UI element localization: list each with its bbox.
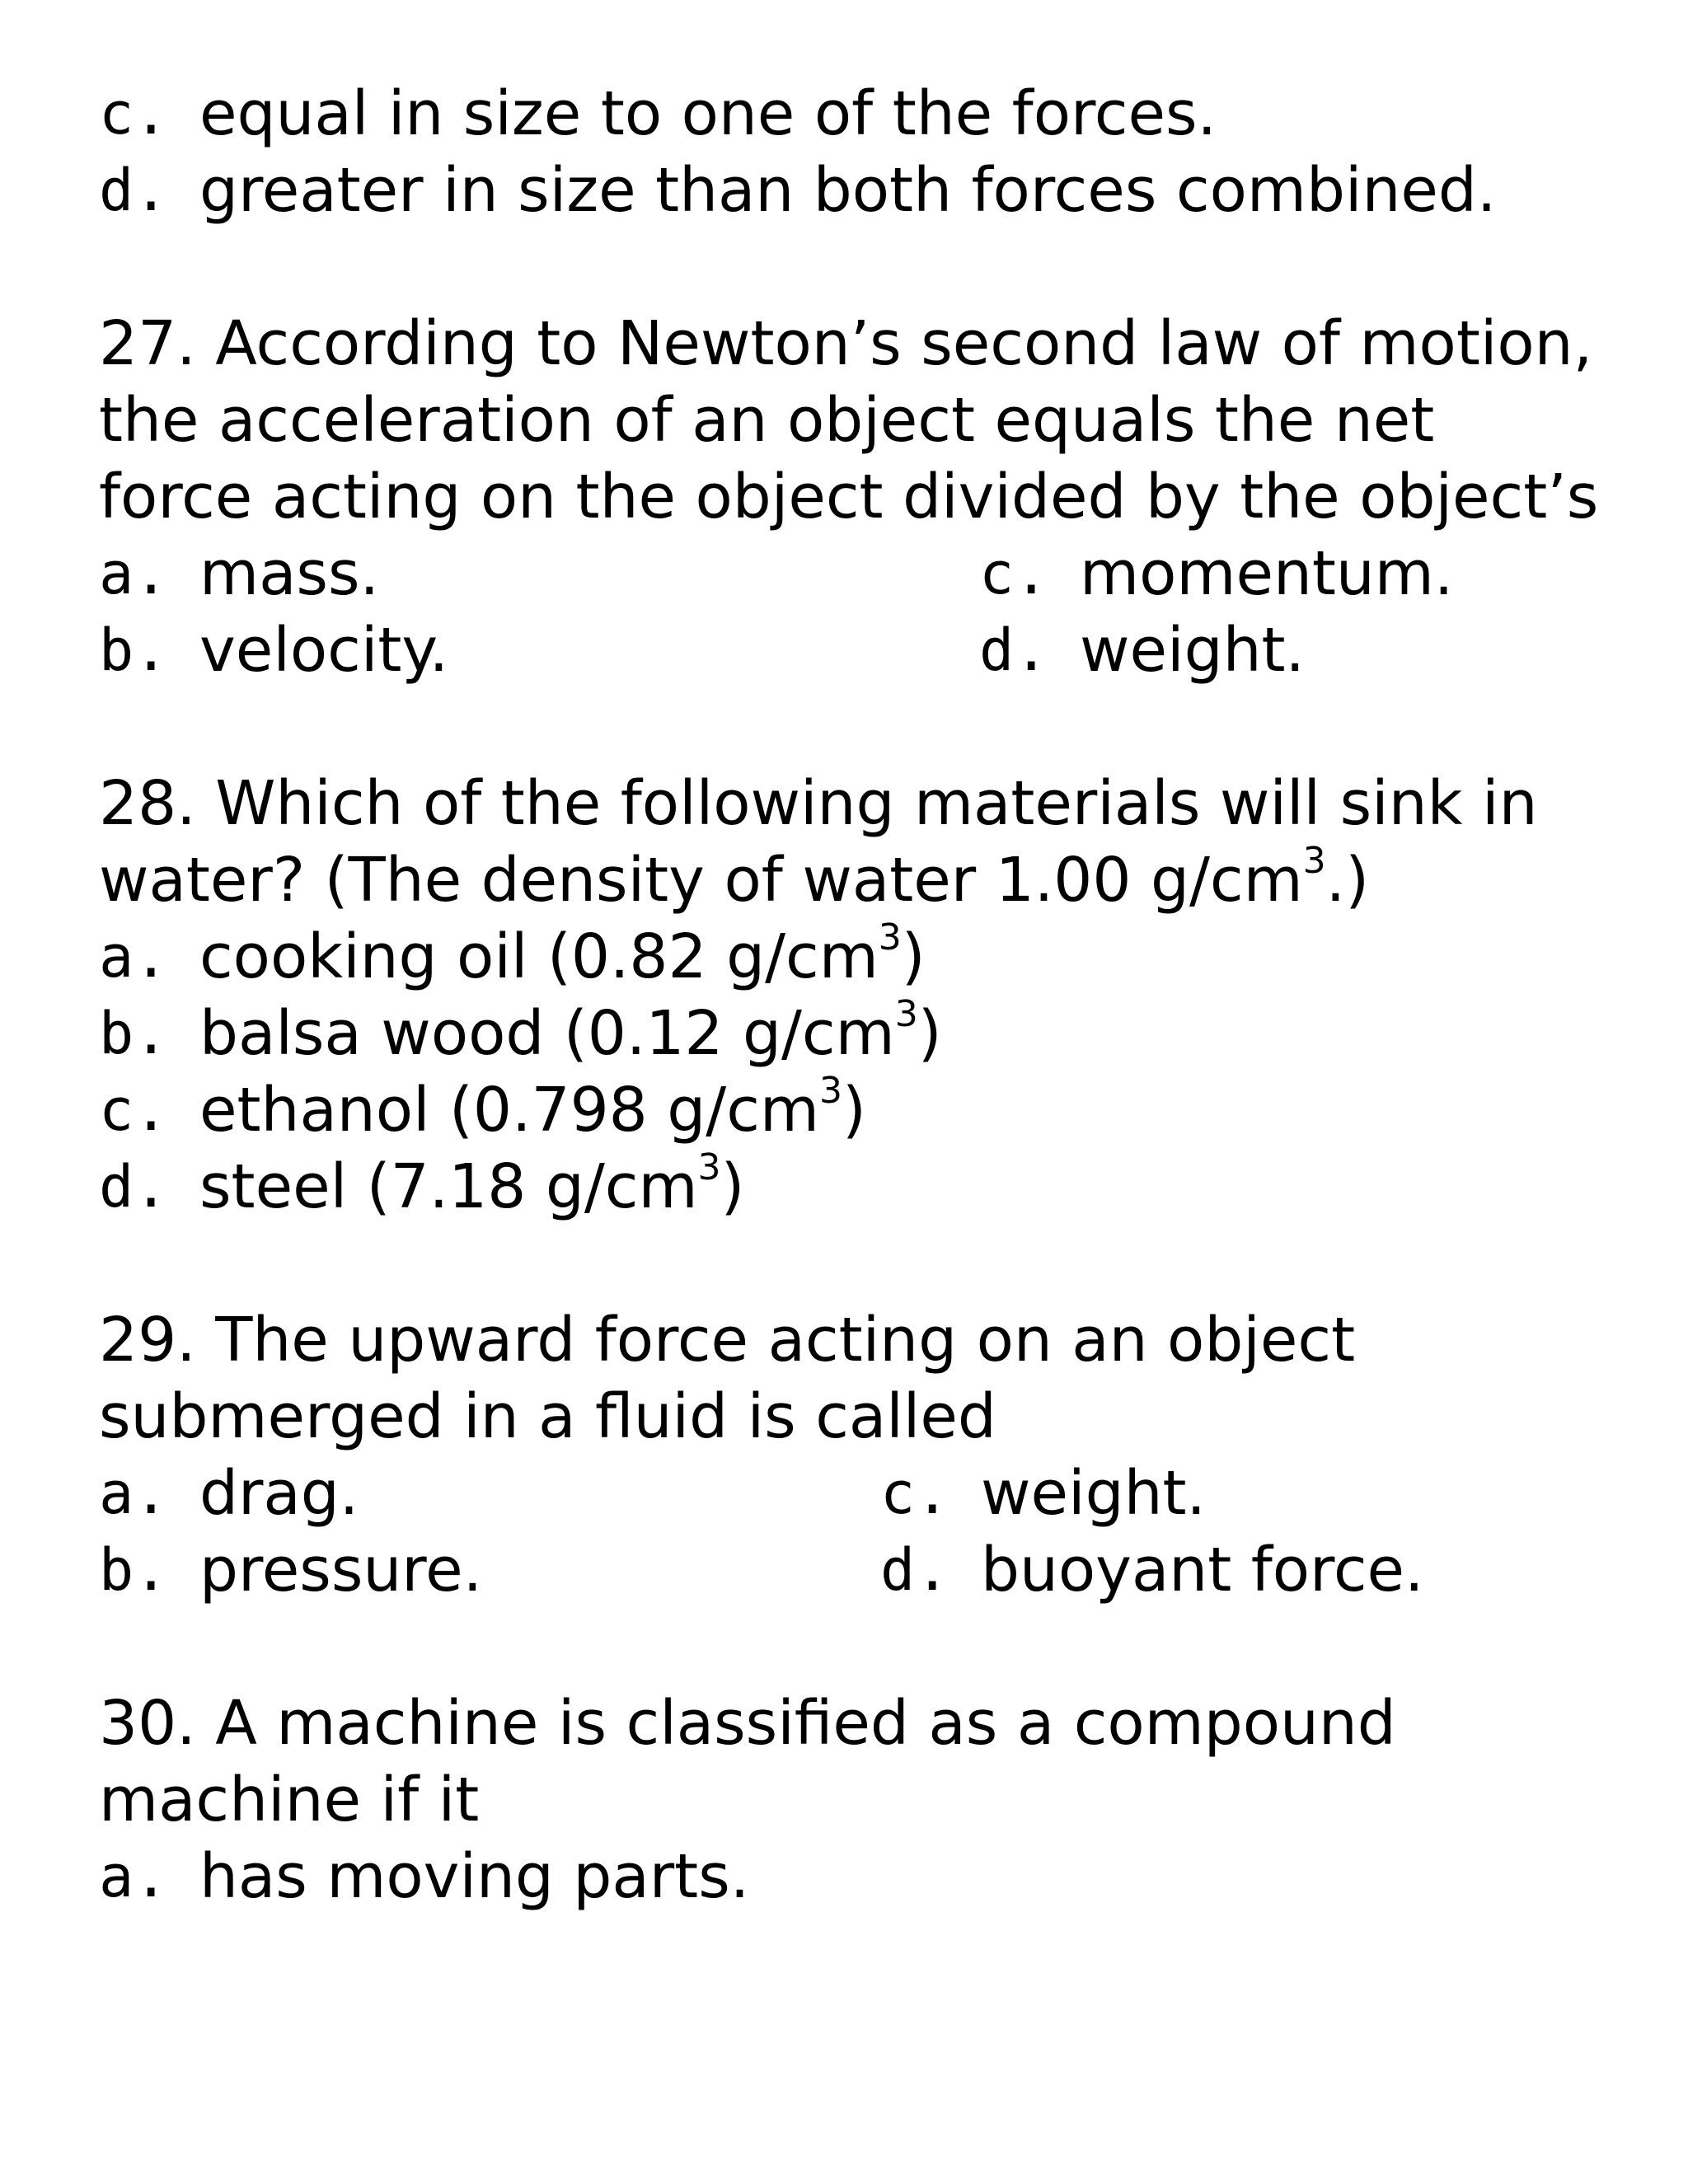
option-text: drag. (199, 1458, 359, 1529)
q29-options-row-2 (99, 1532, 1632, 1609)
option-text-main: ethanol (0.798 g/cm (199, 1075, 819, 1146)
option-letter: a. (99, 540, 169, 607)
option-text: equal in size to one of the forces. (199, 78, 1217, 149)
q28-stem-line-2 (99, 842, 1632, 919)
option-letter: d. (979, 616, 1049, 684)
q28-option-c (99, 1072, 1632, 1149)
option-text (199, 993, 942, 1072)
option-text-suffix: ) (917, 998, 942, 1069)
q28-option-b (99, 993, 1632, 1072)
q30-stem-line-2: machine if it (99, 1765, 480, 1835)
q27-stem-line-1: 27. According to Newton’s second law of motion, (99, 308, 1593, 379)
q26-option-d (99, 152, 1632, 229)
option-letter: d. (99, 157, 169, 224)
q28-stem-line-1: 28. Which of the following materials will sink in (99, 768, 1538, 839)
option-letter: d. (99, 1153, 169, 1221)
option-text-suffix: ) (720, 1151, 745, 1222)
option-letter: b. (99, 1536, 169, 1604)
option-text: weight. (1080, 615, 1306, 686)
q27-option-d (979, 612, 1305, 689)
q29-stem-line-2: submerged in a fluid is called (99, 1381, 996, 1452)
option-text: buoyant force. (981, 1535, 1424, 1605)
q29-stem-line-1: 29. The upward force acting on an object (99, 1305, 1356, 1376)
option-text: pressure. (199, 1535, 483, 1605)
option-text: weight. (981, 1458, 1207, 1529)
option-text: greater in size than both forces combined. (199, 155, 1497, 226)
option-text-main: balsa wood (0.12 g/cm (199, 998, 895, 1069)
option-letter: c. (979, 540, 1049, 607)
option-letter: c. (880, 1460, 950, 1527)
q29-option-c (880, 1455, 1206, 1532)
q26-option-c (99, 76, 1632, 152)
option-letter: b. (99, 1000, 169, 1067)
q30-option-a (99, 1839, 1632, 1915)
option-text (199, 1146, 745, 1226)
q27-options-row-1 (99, 536, 1632, 612)
q27-options-row-2 (99, 612, 1632, 689)
option-text-main: cooking oil (0.82 g/cm (199, 921, 879, 992)
option-text: has moving parts. (199, 1841, 750, 1912)
superscript: 3 (878, 916, 902, 959)
option-letter: b. (99, 616, 169, 684)
option-text (199, 916, 926, 996)
option-letter: a. (99, 1843, 169, 1910)
option-text: momentum. (1080, 538, 1454, 609)
superscript: 3 (894, 993, 918, 1036)
q27-stem-line-3: force acting on the object divided by the object’s (99, 462, 1599, 532)
q28-stem-text: water? (The density of water 1.00 g/cm (99, 845, 1303, 916)
option-letter: d. (880, 1536, 950, 1604)
superscript: 3 (818, 1070, 842, 1113)
q29-option-a (99, 1455, 359, 1532)
q29-option-d (880, 1532, 1424, 1609)
q27-option-a (99, 536, 379, 612)
q29-option-b (99, 1532, 482, 1609)
q27-option-b (99, 612, 448, 689)
q27-option-c (979, 536, 1453, 612)
option-letter: c. (99, 1076, 169, 1144)
q29-options-row-1 (99, 1455, 1632, 1532)
option-letter: a. (99, 923, 169, 991)
q30-stem-line-1: 30. A machine is classified as a compound (99, 1688, 1396, 1759)
superscript: 3 (1302, 840, 1326, 883)
option-text: mass. (199, 538, 380, 609)
option-text-main: steel (7.18 g/cm (199, 1151, 698, 1222)
option-text (199, 1072, 866, 1149)
superscript: 3 (697, 1146, 721, 1189)
q27-stem-line-2: the acceleration of an object equals the net (99, 385, 1435, 456)
option-text: velocity. (199, 615, 449, 686)
option-text-suffix: ) (842, 1075, 866, 1146)
option-text-suffix: ) (901, 921, 926, 992)
option-letter: c. (99, 80, 169, 148)
q28-stem-suffix: .) (1325, 845, 1370, 916)
q28-option-d (99, 1146, 1632, 1226)
exam-page (99, 76, 1632, 1915)
option-letter: a. (99, 1460, 169, 1527)
q28-option-a (99, 916, 1632, 996)
